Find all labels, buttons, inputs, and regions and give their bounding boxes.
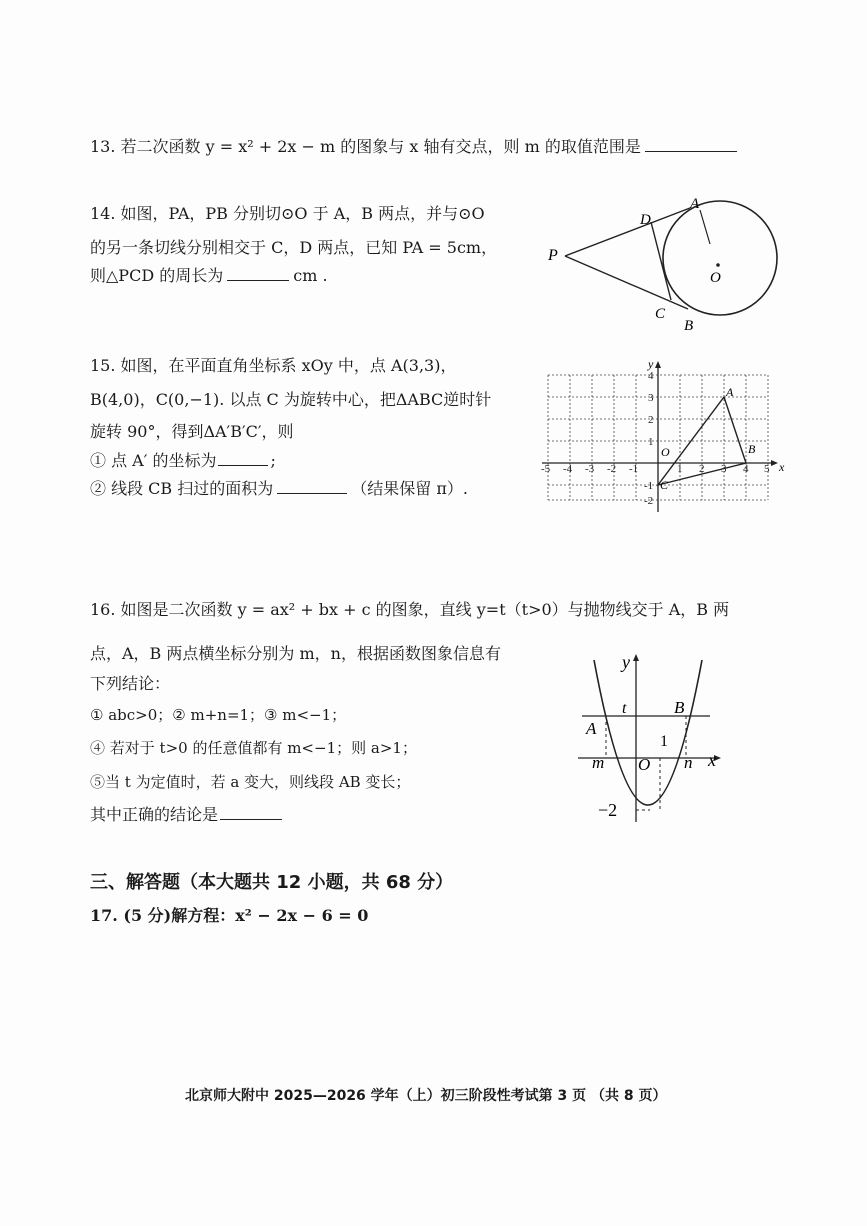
q15-item2 [90, 479, 468, 499]
svg-text:-1: -1 [629, 463, 639, 475]
point-b-label: B [748, 442, 756, 456]
m-label: m [592, 753, 605, 772]
svg-text:1: 1 [677, 463, 683, 475]
y-axis-label: y [648, 358, 654, 371]
q17-text: 17. (5 分)解方程：x² − 2x − 6 = 0 [90, 906, 369, 925]
one-label: 1 [660, 733, 668, 750]
t-label: t [622, 700, 627, 717]
svg-text:3: 3 [721, 463, 727, 475]
q16-line7-stem: 其中正确的结论是 [90, 805, 219, 824]
svg-text:-4: -4 [563, 463, 573, 475]
q16-line1: 16. 如图是二次函数 y = ax² + bx + c 的图象，直线 y=t（t>0）与抛物线交于 A，B 两 [90, 600, 730, 619]
q15-line1: 15. 如图，在平面直角坐标系 xOy 中，点 A(3,3)， [90, 356, 457, 375]
q15-figure [536, 358, 786, 516]
q15-item1 [90, 451, 276, 471]
svg-text:5: 5 [764, 463, 770, 475]
x-axis-arrow [771, 460, 778, 466]
y-axis-arrow [633, 654, 639, 661]
point-a-label: A [726, 385, 734, 399]
q14-figure [540, 196, 790, 336]
q16-line2: 点，A，B 两点横坐标分别为 m，n，根据函数图象信息有 [90, 644, 501, 663]
q13-text [90, 137, 737, 157]
q16-line7 [90, 805, 282, 825]
svg-text:2: 2 [699, 463, 705, 475]
q15-line2: B(4,0)，C(0,−1). 以点 C 为旋转中心，把ΔABC逆时针 [90, 390, 492, 409]
point-c-label: C [660, 478, 669, 492]
q15-item1-end: ; [270, 451, 276, 470]
q15-item2-blank[interactable] [277, 479, 347, 494]
q14-answer-blank[interactable] [227, 266, 289, 281]
label-c: C [655, 306, 666, 322]
q16-line4: ① abc>0；② m+n=1；③ m<−1； [90, 706, 347, 724]
x-axis-label: x [708, 750, 716, 770]
q16-line3: 下列结论： [90, 674, 171, 693]
n-label: n [684, 753, 693, 772]
label-a: A [690, 196, 700, 212]
point-a-label: A [586, 719, 597, 738]
tangent-pb [565, 256, 688, 309]
svg-text:-3: -3 [585, 463, 595, 475]
q13-answer-blank[interactable] [645, 137, 737, 152]
page-footer: 北京师大附中 2025—2026 学年（上）初三阶段性考试第 3 页 （共 8 页） [185, 1088, 667, 1104]
y-tick-labels [644, 370, 654, 507]
label-d: D [640, 212, 651, 228]
svg-text:3: 3 [648, 392, 654, 404]
q14-unit: cm . [293, 266, 328, 285]
svg-text:-2: -2 [607, 463, 617, 475]
svg-text:1: 1 [648, 436, 654, 448]
q14-line3 [90, 266, 328, 286]
label-o: O [710, 270, 721, 286]
y-axis-arrow [655, 361, 661, 368]
q16-line6: ⑤当 t 为定值时，若 a 变大，则线段 AB 变长； [90, 773, 411, 791]
parabola [594, 660, 702, 805]
q14-line3-stem: 则△PCD 的周长为 [90, 266, 224, 285]
q15-item1-blank[interactable] [218, 451, 268, 466]
q16-figure [578, 650, 728, 826]
origin-label: O [661, 445, 670, 459]
origin-label: O [638, 755, 651, 774]
q15-grid-diagram [536, 358, 786, 516]
x-axis-label: x [779, 460, 785, 474]
q13-stem: 13. 若二次函数 y = x² + 2x − m 的图象与 x 轴有交点，则 m 的取值范围是 [90, 137, 641, 156]
q15-line3: 旋转 90°，得到ΔA′B′C′，则 [90, 422, 294, 441]
radius-oa [700, 210, 710, 244]
q14-line2: 的另一条切线分别相交于 C，D 两点，已知 PA = 5cm， [90, 238, 498, 257]
svg-text:2: 2 [648, 414, 654, 426]
svg-text:-1: -1 [644, 480, 654, 492]
q14-circle-diagram [540, 196, 790, 336]
svg-text:-2: -2 [644, 495, 654, 507]
svg-text:-5: -5 [541, 463, 551, 475]
svg-text:4: 4 [743, 463, 749, 475]
neg2-label: −2 [598, 800, 618, 820]
q16-parabola-diagram [578, 650, 728, 826]
point-b-label: B [674, 698, 685, 717]
section-3-title: 三、解答题（本大题共 12 小题，共 68 分） [90, 872, 454, 893]
q15-item2-stem: ② 线段 CB 扫过的面积为 [90, 479, 274, 498]
svg-text:4: 4 [648, 370, 654, 382]
q16-answer-blank[interactable] [220, 805, 282, 820]
circle-o [663, 201, 777, 315]
tangent-pa [565, 208, 690, 256]
center-dot [716, 263, 720, 267]
label-b: B [684, 318, 694, 334]
x-tick-labels [541, 463, 770, 475]
q15-item2-end: （结果保留 π）. [351, 479, 468, 498]
label-p: P [548, 247, 558, 264]
y-axis-label: y [622, 652, 630, 672]
q16-line5: ④ 若对于 t>0 的任意值都有 m<−1；则 a>1； [90, 739, 417, 757]
q15-item1-stem: ① 点 A′ 的坐标为 [90, 451, 217, 470]
q14-line1: 14. 如图，PA，PB 分别切⊙O 于 A，B 两点，并与⊙O [90, 204, 485, 223]
